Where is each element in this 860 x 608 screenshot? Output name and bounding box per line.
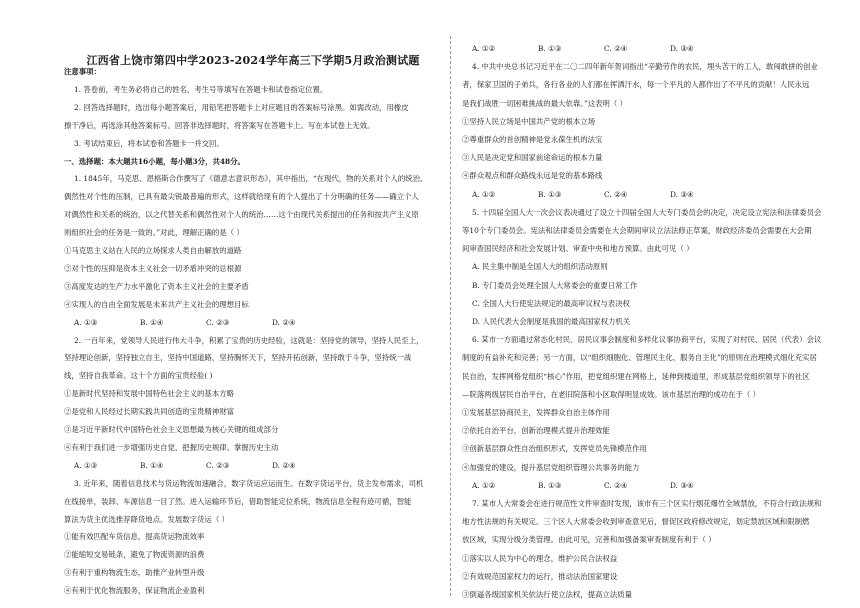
section-heading: 注意事项： [64,67,101,76]
answer-options [74,318,338,328]
text-line: 1. 答卷前，考生务必将自己的姓名、考生号等填写在答题卡和试卷指定位置。 [74,84,328,94]
answer-options [472,44,736,54]
page-title: 江西省上饶市第四中学2023-2024学年高三下学期5月政治测试题 [86,54,420,67]
text-line: 是我们战胜一切困难挑战的最大依靠。”这表明（ ） [462,98,628,108]
text-line: 1. 1845年，马克思、恩格斯合作撰写了《德意志意识形态》，其中指出，“在现代，物的关系对个人的统治、 [74,174,428,184]
text-line: 擦干净后，再选涂其他答案标号。回答非选择题时，将答案写在答题卡上。写在本试卷上无效。 [64,120,375,130]
text-line: 线，坚持自我革命。这十个方面的宝贵经验( ) [64,371,213,381]
text-line: 放区域，实现分级分类管理。由此可见，完善和加强备案审查制度有利于（ ） [462,535,716,545]
text-line: ②尊重群众的首创精神是党永葆生机的法宝 [462,135,603,144]
text-line: ①坚持人民立场是中国共产党的根本立场 [462,116,596,126]
answer-option: B. ①③ [538,480,562,490]
text-line: ④有利于优化物流服务，保证物流企业盈利 [64,586,205,596]
text-line: B. 专门委员会处理全国人大常委会的重要日常工作 [472,280,638,290]
answer-options [74,461,338,471]
text-line: ②是党和人民经过长期实践共同创造的宝贵精神财富 [64,407,234,417]
text-line: ④加强党的建设，提升基层党组织管理公共事务的能力 [462,462,640,472]
text-line: ③人民是决定党和国家前途命运的根本力量 [462,153,603,163]
section-heading: 一、选择题：本大题共16小题，每小题3分，共48分。 [64,156,245,166]
text-line: ③有利于重构物流生态，助推产业转型升级 [64,568,205,578]
text-line: 在线接单，装卸、车源信息一目了然。进入运输环节后，借助智能定位系统，物流信息全程有迹可循，智能 [64,496,412,506]
text-line: 5. 十四届全国人大一次会议表决通过了设立十四届全国人大专门委员会的决定，决定设立宪法和法律委员会 [472,207,822,217]
text-line: —院落两级居民自治平台，在老旧院落和小区取得明显成效。该市基层治理的成功在于（ ） [462,389,760,399]
text-line: 3. 近年来，随着信息技术与货运物流加速融合，数字货运应运而生。在数字货运平台，货主发布需求，司机 [74,478,424,488]
answer-option: D. ③④ [670,480,694,490]
text-line: A. 民主集中制是全国人大的组织活动原则 [472,262,608,272]
text-line: 3. 考试结束后，将本试卷和答题卡一并交回。 [74,138,224,148]
text-line: ②对个性的压抑是资本主义社会一切矛盾冲突的总根源 [64,263,242,273]
text-line: 坚持理论创新，坚持独立自主，坚持中国道路，坚持胸怀天下，坚持开拓创新，坚持敢于斗争，坚持统一战 [64,353,412,363]
answer-option: C. ②③ [206,317,230,327]
answer-option: D. ③④ [670,189,694,199]
answer-option: C. ②④ [604,44,628,53]
text-line: ②能缩短交易链条，避免了物流资源的浪费 [64,550,205,560]
text-line: ④有利于我们进一步增强历史自觉、把握历史规律、掌握历史主动 [64,442,279,452]
text-line: 偶然性对个性的压制，已具有最尖锐最普遍的形式，这样就给现有的个人提出了十分明确的任务——确立个人 [64,192,419,202]
answer-option: A. ①③ [74,317,98,327]
answer-option: B. ①④ [140,460,164,470]
text-line: 2. 回答选择题时，选出每小题答案后，用铅笔把答题卡上对应题目的答案标号涂黑。如需改动，用橡皮 [74,102,409,112]
answer-options [472,190,736,200]
text-line: ①马克思主义站在人民的立场探求人类自由解放的道路 [64,246,242,255]
answer-option: A. ①② [472,189,496,199]
text-line: ②依托自治平台，创新治理模式提升治理效能 [462,426,610,436]
text-line: ③高度发达的生产力水平激化了资本主义社会的主要矛盾 [64,281,249,291]
text-line: ③倒逼各级国家机关依法行使立法权，提高立法质量 [462,590,632,599]
text-line: ④实现人的自由全面发展是未来共产主义社会的理想目标 [64,299,249,309]
answer-option: A. ①③ [74,460,98,470]
text-line: D. 人民代表大会制度是我国的最高国家权力机关 [472,317,631,326]
text-line: C. 全国人大行使宪法规定的最高审议权与表决权 [472,298,630,308]
text-line: ③是习近平新时代中国特色社会主义思想最为核心关键的组成部分 [64,425,279,434]
answer-option: A. ①② [472,480,496,490]
text-line: ①能有效匹配车货信息，提高货运物流效率 [64,532,205,542]
text-line: 6. 某市一方面通过常态化村民、居民议事会制度和多样化议事协商平台，实现了对村民、居民（代表）会议 [472,335,822,345]
answer-option: B. ①④ [140,317,164,327]
text-line: 者，保家卫国的子弟兵，各行各业的人们都在挥洒汗水，每一个平凡的人都作出了不平凡的贡献！人民永远 [462,80,810,90]
text-line: ③创新基层群众性自治组织形式，发挥党员先锋模范作用 [462,444,647,454]
answer-option: D. ②④ [272,317,296,327]
answer-option: C. ②④ [604,189,628,199]
text-line: 2. 一百年来，党领导人民进行伟大斗争，积累了宝贵的历史经验，这就是：坚持党的领导，坚持人民至上， [74,335,424,345]
text-line: ④群众观点和群众路线永远是党的基本路线 [462,171,603,181]
text-line: 民自治，发挥网格党组织“核心”作用，把党组织建在网格上，延伸到楼道里，形成基层党组织领导下的社区 [462,371,810,381]
text-line: ①发展基层协商民主，发挥群众自治主体作用 [462,408,610,417]
text-line: ①落实以人民为中心的理念，维护公民合法权益 [462,553,618,563]
answer-option: D. ③④ [670,44,694,53]
answer-option: A. ①② [472,44,496,53]
answer-option: B. ①③ [538,189,562,199]
text-line: 地方性法规的有关规定。三个区人大常委会收到审查意见后，督促区政府修改规定，划定禁放区域和限制燃 [462,517,810,527]
text-line: 4. 中共中央总书记习近平在二〇二四年新年贺词指出“辛勤劳作的农民，埋头苦干的工人，敢闯敢拼的创业 [472,62,818,72]
text-line: ①是新时代坚持和发展中国特色社会主义的基本方略 [64,389,234,399]
text-line: 间审查国民经济和社会发展计划、审查中央和地方预算。由此可见（ ） [462,244,694,254]
text-line: ②有效规范国家权力的运行，推动法治国家建设 [462,571,618,581]
answer-option: D. ②④ [272,460,296,470]
text-line: 算法为货主优选推荐降货地点。发展数字货运（ ） [64,514,229,524]
answer-option: C. ②③ [206,460,230,470]
answer-options [472,481,736,491]
text-line: 对偶然性和关系的统治，以之代替关系和偶然性对个人的统治……这个由现代关系提出的任务和按共产主义原 [64,210,419,220]
answer-option: C. ②④ [604,480,628,490]
text-line: 则组织社会的任务是一致的。”对此，理解正确的是（ ） [64,228,244,238]
text-line: 制度的有益补充和完善；另一方面，以“组织细胞化、管理民主化、服务自主化”的原则在治理模式细化充实居 [462,353,817,363]
column-divider [450,36,451,596]
text-line: 7. 某市人大常委会在进行规范性文件审查时发现，该市有三个区实行烟花爆竹全域禁放，不符合行政法规和 [472,499,822,508]
text-line: 等10个专门委员会。宪法和法律委员会需要在大会期间审议立法法修正草案，财政经济委员会需要在大会期 [462,226,812,235]
answer-option: B. ①③ [538,44,562,53]
